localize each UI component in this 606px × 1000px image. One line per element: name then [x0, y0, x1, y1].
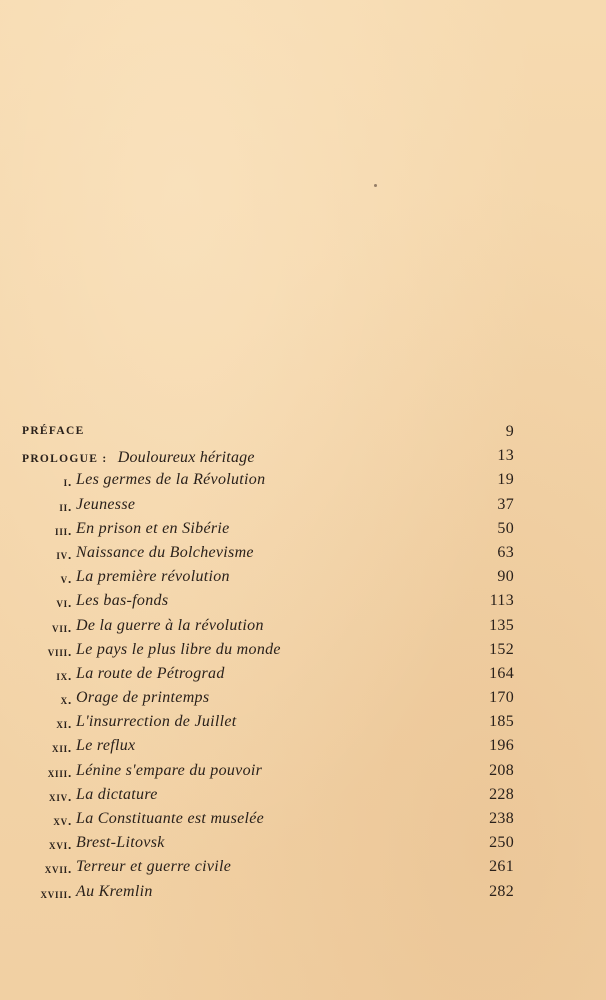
chapter-number: xii. [52, 740, 72, 756]
chapter-title: La Constituante est muselée [76, 810, 265, 827]
chapter-title: Jeunesse [76, 495, 136, 513]
chapter-page-number: 208 [489, 761, 514, 779]
chapter-title: Brest-Litovsk [76, 834, 165, 852]
chapter-number: xiii. [47, 764, 72, 780]
chapter-title: La dictature [76, 785, 158, 803]
chapter-page-number: 185 [489, 713, 514, 731]
chapter-title: La route de Pétrograd [76, 664, 225, 682]
chapter-number: xv. [53, 813, 72, 828]
chapter-number: vi. [56, 595, 72, 611]
chapter-page-number: 170 [489, 689, 514, 707]
chapter-page-number: 261 [489, 858, 514, 876]
chapter-page-number: 250 [489, 834, 514, 852]
chapter-title: Au Kremlin [76, 882, 153, 900]
chapter-title: Terreur et guerre civile [76, 858, 232, 876]
chapter-number: xiv. [49, 788, 72, 804]
chapter-page-number: 152 [489, 640, 514, 658]
chapter-title: Naissance du Bolchevisme [76, 543, 254, 561]
chapter-page-number: 282 [489, 882, 514, 900]
chapter-title: Orage de printemps [76, 689, 210, 707]
prologue-label-wrap [22, 449, 255, 467]
toc-row-chapter [0, 834, 606, 858]
toc-row-preface [0, 423, 606, 447]
chapter-list [0, 471, 606, 906]
chapter-page-number: 196 [489, 737, 514, 755]
chapter-number: v. [60, 571, 72, 587]
chapter-number: ix. [56, 667, 72, 683]
toc-row-chapter [0, 568, 606, 592]
toc-row-chapter [0, 544, 606, 568]
chapter-page-number: 113 [489, 592, 514, 610]
toc-row-chapter [0, 617, 606, 641]
chapter-number: iii. [55, 522, 72, 538]
toc-row-chapter [0, 471, 606, 495]
chapter-page-number: 50 [497, 519, 514, 537]
chapter-page-number: 228 [489, 785, 514, 803]
chapter-number: xvii. [44, 861, 72, 877]
chapter-title: En prison et en Sibérie [76, 519, 230, 537]
table-of-contents [0, 423, 606, 907]
toc-row-chapter [0, 665, 606, 689]
prologue-title: Douloureux héritage [117, 449, 255, 467]
toc-row-chapter [0, 858, 606, 882]
chapter-page-number: 135 [489, 616, 514, 634]
chapter-number: iv. [56, 546, 72, 562]
toc-row-chapter [0, 641, 606, 665]
toc-row-chapter [0, 737, 606, 761]
prologue-label: PROLOGUE : [22, 453, 108, 466]
toc-row-chapter [0, 520, 606, 544]
chapter-number: i. [63, 474, 72, 490]
chapter-title: Le pays le plus libre du monde [76, 640, 281, 658]
toc-row-chapter [0, 810, 606, 834]
preface-label: PRÉFACE [22, 425, 85, 437]
toc-row-chapter [0, 762, 606, 786]
ink-speck [374, 184, 377, 187]
chapter-number: viii. [47, 643, 72, 659]
chapter-page-number: 19 [497, 471, 514, 489]
chapter-number: ii. [59, 498, 72, 514]
chapter-number: vii. [52, 619, 72, 635]
chapter-number: xvi. [49, 837, 72, 853]
toc-row-chapter [0, 713, 606, 737]
chapter-page-number: 37 [497, 495, 514, 513]
toc-row-chapter [0, 689, 606, 713]
chapter-page-number: 90 [497, 568, 514, 586]
chapter-page-number: 164 [489, 664, 514, 682]
toc-row-prologue [0, 447, 606, 471]
chapter-title: Les bas-fonds [76, 592, 169, 610]
preface-page-number: 9 [505, 423, 514, 440]
chapter-number: xi. [56, 716, 72, 732]
chapter-title: De la guerre à la révolution [76, 616, 264, 634]
toc-row-chapter [0, 883, 606, 907]
chapter-title: Les germes de la Révolution [76, 471, 266, 489]
chapter-page-number: 63 [497, 543, 514, 561]
chapter-title: L'insurrection de Juillet [76, 713, 237, 731]
toc-row-chapter [0, 592, 606, 616]
prologue-page-number: 13 [497, 447, 514, 465]
chapter-title: La première révolution [76, 568, 230, 586]
toc-row-chapter [0, 496, 606, 520]
chapter-number: x. [60, 692, 72, 708]
toc-row-chapter [0, 786, 606, 810]
chapter-title: Lénine s'empare du pouvoir [76, 761, 263, 779]
chapter-title: Le reflux [76, 737, 136, 755]
chapter-number: xviii. [40, 885, 72, 901]
chapter-page-number: 238 [489, 810, 514, 827]
